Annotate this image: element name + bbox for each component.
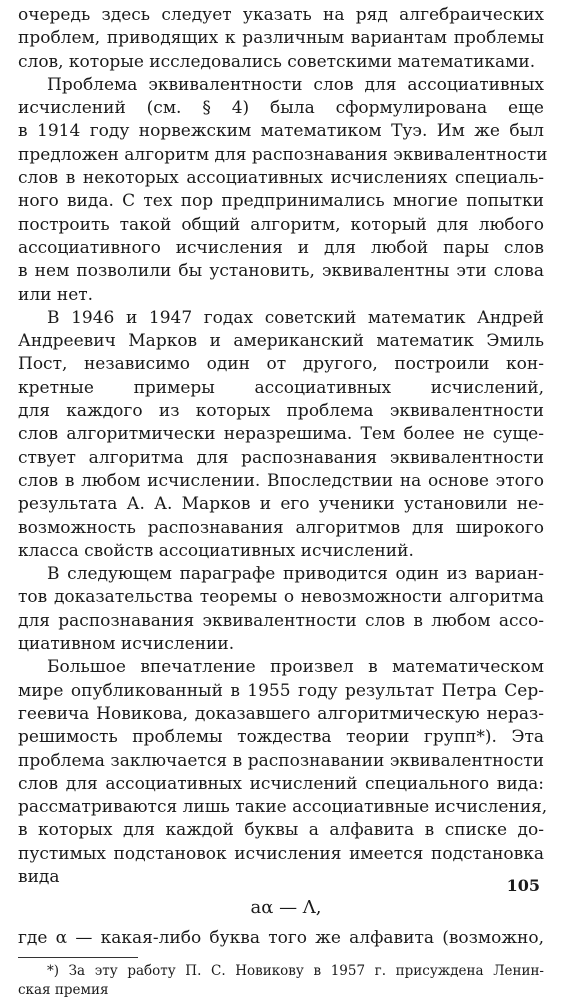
text-line: слов в любом исчислении. Впоследствии на основе этого (18, 470, 544, 491)
text-line: или нет. (18, 284, 94, 305)
paragraph-start-line: Проблема эквивалентности слов для ассоциативных (47, 74, 544, 95)
text-line: где α — какая-либо буква того же алфавита (возможно, (18, 928, 544, 949)
text-line: рассматриваются лишь такие ассоциативные исчисления, (18, 797, 548, 818)
text-line: в которых для каждой буквы a алфавита в списке до- (18, 820, 544, 841)
text-line: в нем позволили бы установить, эквивалентны эти слова (18, 261, 544, 282)
text-line: исчислений (см. § 4) была сформулирована еще (18, 98, 544, 119)
page-body (18, 4, 548, 1000)
footnote-line: ская премия (18, 981, 109, 998)
text-line: слов в некоторых ассоциативных исчислениях специаль- (18, 168, 544, 189)
text-line: очередь здесь следует указать на ряд алгебраических (18, 5, 544, 25)
text-line: мире опубликованный в 1955 году результат Петра Сер- (18, 680, 544, 701)
text-line: в 1914 году норвежским математиком Туэ. Им же был (18, 121, 544, 142)
text-line: геевича Новикова, доказавшего алгоритмическую нераз- (18, 703, 544, 724)
text-line: вида (18, 866, 60, 887)
text-line: возможность распознавания алгоритмов для широкого (18, 517, 544, 538)
text-line: слов для ассоциативных исчислений специального вида: (18, 773, 544, 794)
text-line: Андреевич Марков и американский математик Эмиль (18, 331, 544, 352)
text-line: кретные примеры ассоциативных исчислений, (18, 377, 544, 398)
text-line: проблема заключается в распознавании эквивалентности (18, 750, 544, 771)
text-line: построить такой общий алгоритм, который для любого (18, 214, 544, 235)
text-line: циативном исчислении. (18, 634, 235, 655)
text-line: решимость проблемы тождества теории групп*). Эта (18, 727, 544, 748)
text-line: для распознавания эквивалентности слов в любом ассо- (18, 610, 544, 631)
text-line: ассоциативного исчисления и для любой пары слов (18, 237, 544, 258)
text-line: результата А. А. Марков и его ученики установили не- (18, 494, 544, 515)
text-line: для каждого из которых проблема эквивалентности (18, 401, 544, 422)
text-line: тов доказательства теоремы о невозможности алгоритма (18, 587, 544, 608)
page-number: 105 (506, 876, 540, 895)
display-formula: aα — Λ, (250, 897, 322, 919)
text-line: проблем, приводящих к различным вариантам проблемы (18, 28, 544, 49)
footnote-divider (18, 957, 138, 958)
paragraph-start-line: В 1946 и 1947 годах советский математик Андрей (47, 307, 544, 328)
text-line: предложен алгоритм для распознавания эквивалентности (18, 144, 548, 165)
paragraph-start-line: В следующем параграфе приводится один из вариан- (47, 564, 544, 585)
text-line: слов, которые исследовались советскими математиками. (18, 51, 536, 72)
text-line: класса свойств ассоциативных исчислений. (18, 540, 414, 561)
text-line: слов алгоритмически неразрешима. Тем более не суще- (18, 424, 544, 445)
text-line: пустимых подстановок исчисления имеется подстановка (18, 843, 544, 864)
text-line: Пост, независимо один от другого, построили кон- (18, 354, 544, 375)
text-line: ствует алгоритма для распознавания эквивалентности (18, 447, 544, 468)
paragraph-start-line: Большое впечатление произвел в математическом (47, 657, 544, 678)
footnote-line: *) За эту работу П. С. Новикову в 1957 г. присуждена Ленин- (47, 962, 544, 979)
text-line: ного вида. С тех пор предпринимались многие попытки (18, 191, 544, 212)
